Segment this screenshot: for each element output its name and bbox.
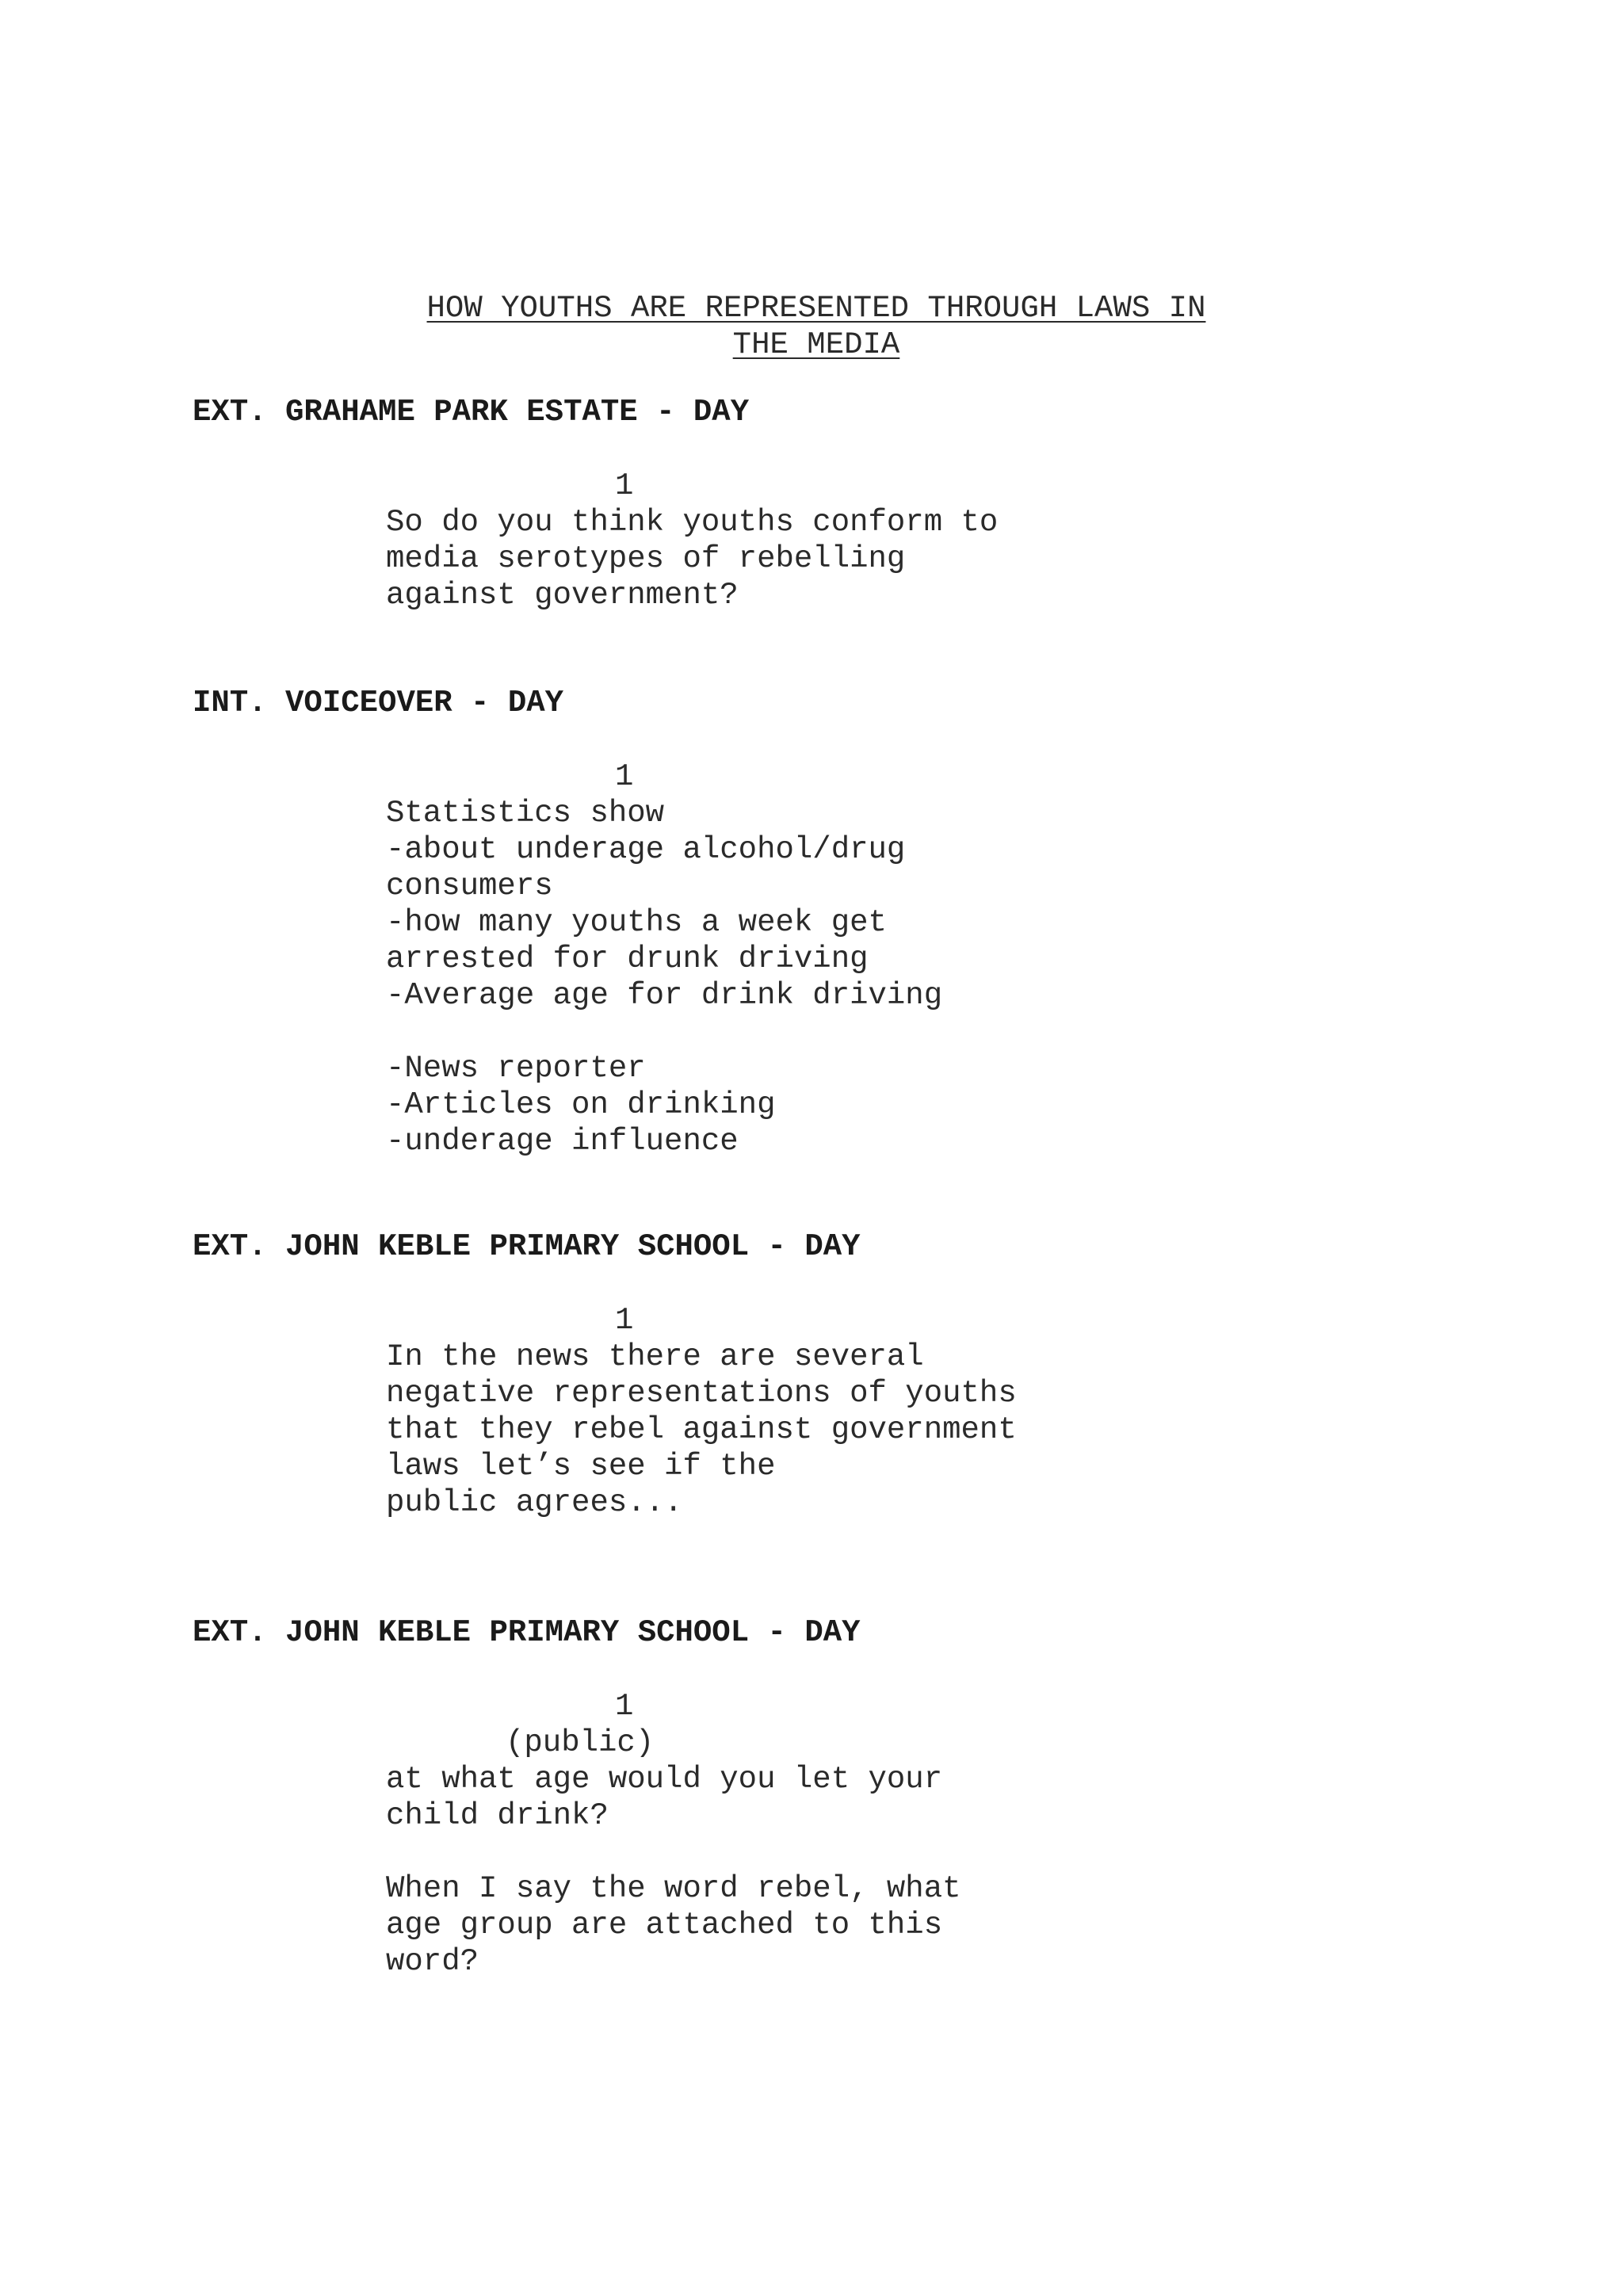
dialogue-line: -underage influence xyxy=(386,1124,739,1159)
blank-line xyxy=(386,1014,1099,1050)
dialogue-line: word? xyxy=(386,1944,479,1979)
scene-heading-1: EXT. GRAHAME PARK ESTATE - DAY xyxy=(193,395,750,430)
dialogue-line: consumers xyxy=(386,869,553,904)
dialogue-line: arrested for drunk driving xyxy=(386,942,869,976)
scene-3-dialogue xyxy=(386,1339,1099,1521)
scene-4-cue: 1 xyxy=(615,1689,634,1724)
title-line-2: THE MEDIA xyxy=(732,327,900,362)
blank-line xyxy=(386,1834,1099,1870)
dialogue-line: negative representations of youths xyxy=(386,1376,1017,1411)
dialogue-line: media serotypes of rebelling xyxy=(386,541,906,576)
dialogue-line: In the news there are several xyxy=(386,1339,924,1374)
scene-1-dialogue xyxy=(386,504,1099,613)
dialogue-line: -about underage alcohol/drug xyxy=(386,832,906,867)
dialogue-line: -how many youths a week get xyxy=(386,905,887,940)
dialogue-line: age group are attached to this xyxy=(386,1908,943,1943)
scene-4-parenthetical: (public) xyxy=(506,1725,655,1760)
dialogue-line: -News reporter xyxy=(386,1051,646,1086)
dialogue-line: child drink? xyxy=(386,1798,609,1833)
dialogue-line: public agrees... xyxy=(386,1485,683,1520)
document-title xyxy=(412,290,1220,363)
dialogue-line: When I say the word rebel, what xyxy=(386,1871,961,1906)
dialogue-line: -Average age for drink driving xyxy=(386,978,943,1013)
scene-1-cue: 1 xyxy=(615,468,634,503)
dialogue-line: So do you think youths conform to xyxy=(386,505,999,540)
dialogue-line: Statistics show xyxy=(386,796,665,831)
dialogue-line: at what age would you let your xyxy=(386,1762,943,1797)
dialogue-line: -Articles on drinking xyxy=(386,1087,776,1122)
dialogue-line: against government? xyxy=(386,578,739,613)
title-line-1: HOW YOUTHS ARE REPRESENTED THROUGH LAWS IN xyxy=(426,291,1206,326)
scene-heading-3: EXT. JOHN KEBLE PRIMARY SCHOOL - DAY xyxy=(193,1229,861,1264)
scene-heading-4: EXT. JOHN KEBLE PRIMARY SCHOOL - DAY xyxy=(193,1615,861,1650)
dialogue-line: laws let’s see if the xyxy=(386,1449,776,1484)
scene-heading-2: INT. VOICEOVER - DAY xyxy=(193,686,564,720)
scene-2-cue: 1 xyxy=(615,759,634,794)
dialogue-line: that they rebel against government xyxy=(386,1412,1017,1447)
scene-4-dialogue xyxy=(386,1761,1099,1980)
scene-3-cue: 1 xyxy=(615,1303,634,1338)
scene-2-dialogue xyxy=(386,795,1099,1159)
